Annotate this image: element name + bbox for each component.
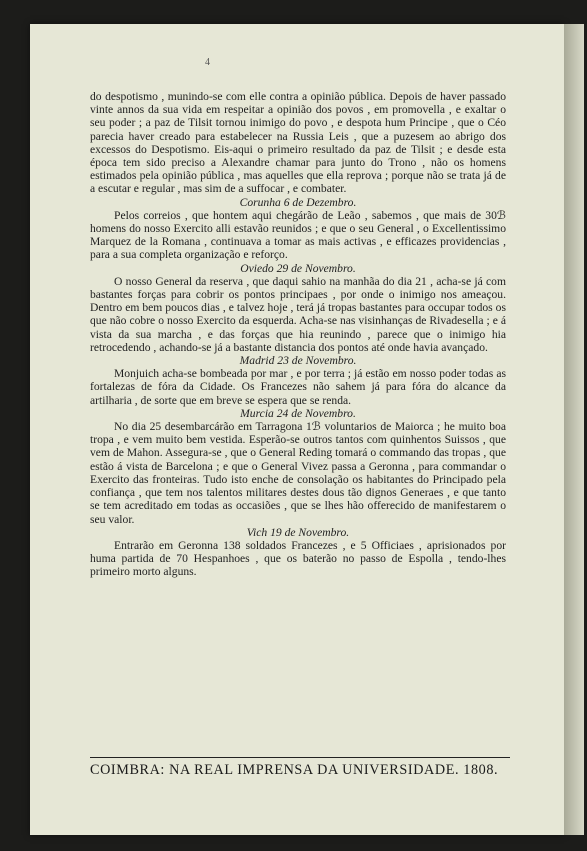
paragraph-corunha: Pelos correios , que hontem aqui chegárão de Leão , sabemos , que mais de 30ℬ homens do nosso Exercito alli estavão reunidos ; e que o seu General , o Excellentissimo Marquez de la Romana , continuava a tomar as mais activas , e efficazes providencias , para a sua completa organização e reforço. — [90, 208, 506, 262]
dateline-madrid: Madrid 23 de Novembro. — [239, 354, 357, 368]
page-number: 4 — [205, 57, 210, 68]
paragraph-despotismo: do despotismo , munindo-se com elle contra a opinião pública. Depois de haver passado vinte annos da sua vida em respeitar a opinião dos povos , em promovella , e exaltar o seu poder ; a paz de Tilsit tornou inimigo do povo , e despota hum Principe , que o Céo parecia haver creado para estabelecer na Russia Leis , que a puzesem ao abrigo dos excessos do Despotismo. Eis-aqui o primeiro resultado da paz de Tilsit ; e desde esta época tem sido preciso a Alexandre chamar para junto do Trono , não os homens estimados pela opinião pública , mas aquelles que ella reprova ; porque não se trata já de a escutar e regular , mas sim de a suffocar , e combater. — [90, 90, 506, 196]
paragraph-murcia: No dia 25 desembarcárão em Tarragona 1ℬ voluntarios de Maiorca ; he muito boa tropa , e vem muito bem vestida. Esperão-se outros tantos com quinhentos Suissos , que vem de Mahon. Assegura-se , que o General Reding tomará o commando das tropas , que estão á vista de Barcelona ; e que o General Vivez passa a Geronna , para commandar o Exercito das fronteiras. Tudo isto enche de consolação os habitantes do Principado pela confiança , que tem nos talentos militares destes dous tão dignos Generaes , e que tanto se tem acreditado em todas as occasiões , que se lhes hão offerecido de manifestarem o seu valor. — [90, 420, 506, 526]
dateline-corunha: Corunha 6 de Dezembro. — [239, 195, 357, 209]
article-body — [90, 90, 506, 579]
paragraph-oviedo: O nosso General da reserva , que daqui sahio na manhãa do dia 21 , acha-se já com bastantes forças para cobrir os pontos principaes , por onde o inimigo nos ameaçou. Dentro em bem poucos dias , e talvez hoje , terá já tropas bastantes para occupar todos os que não cobre o nosso Exercito da esquerda. Acha-se nas visinhanças de Rivadesella ; e á vista da sua marcha , e das forças que hia reunindo , parece que o inimigo hia retrocedendo , achando-se já a bastante distancia dos pontos até onde havia avançado. — [90, 274, 506, 354]
paragraph-madrid: Monjuich acha-se bombeada por mar , e por terra ; já estão em nosso poder todas as fortalezas de fóra da Cidade. Os Francezes não sahem já para fóra do alcance da artilharia , de sorte que em breve se espera que se renda. — [90, 367, 506, 407]
document-page — [30, 24, 564, 835]
paragraph-vich: Entrarão em Geronna 138 soldados Francezes , e 5 Officiaes , aprisionados por huma partida de 70 Hespanhoes , que os baterão no passo de Espolla , tendo-lhes primeiro morto alguns. — [90, 538, 506, 579]
dateline-vich: Vich 19 de Novembro. — [246, 525, 350, 539]
dateline-oviedo: Oviedo 29 de Novembro. — [240, 261, 356, 275]
dateline-murcia: Murcia 24 de Novembro. — [240, 406, 356, 420]
imprint-footer: COIMBRA: NA REAL IMPRENSA DA UNIVERSIDADE. 1808. — [90, 762, 499, 778]
footer-divider — [90, 757, 510, 758]
